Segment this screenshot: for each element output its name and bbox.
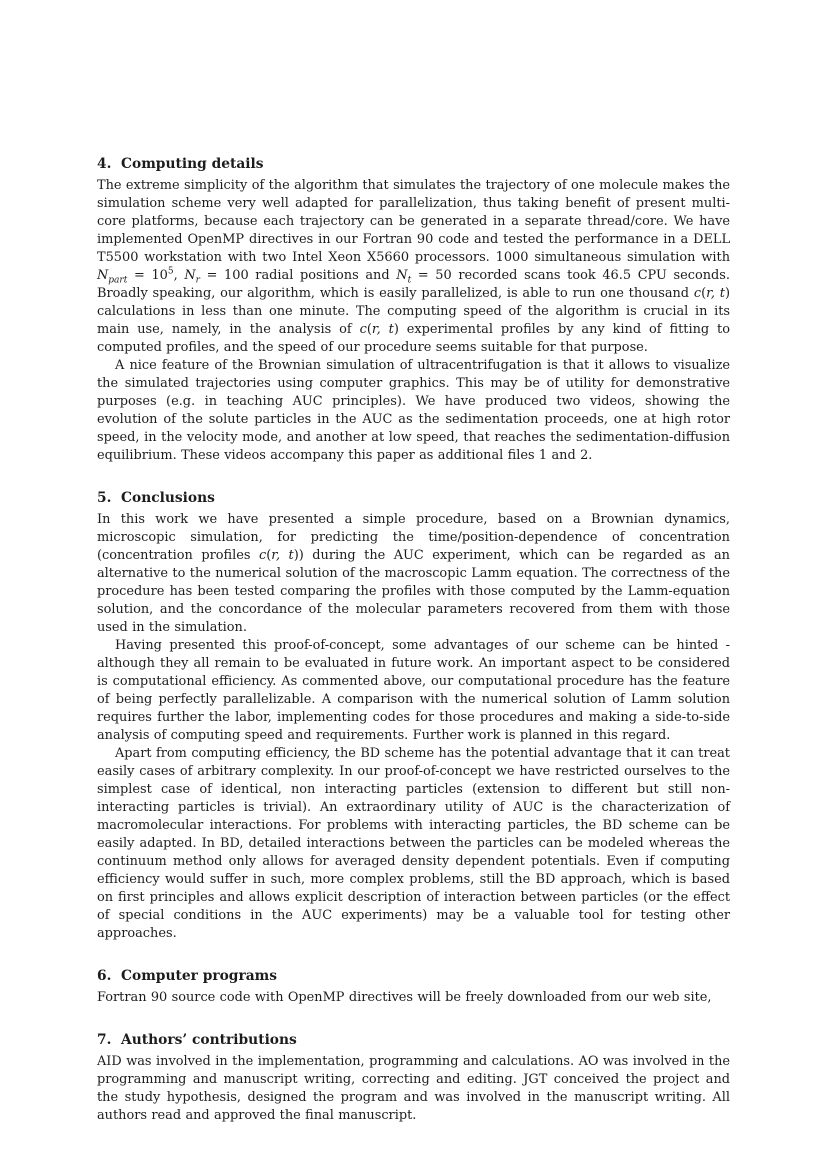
section-heading: 6. Computer programs (97, 968, 278, 984)
paragraph: In this work we have presented a simple procedure, based on a Brownian dynamics, microscopic simulation, for predicting the time/position-dependence of concentration (concentration profiles c(r, t)) during the AUC experiment, which can be regarded as an alternative to the numerical solution of the macroscopic Lamm equation. The correctness of the procedure has been tested comparing the profiles with those computed by the Lamm-equation solution, and the concordance of the molecular parameters recovered from them with those used in the simulation. (97, 512, 730, 635)
page-content (97, 155, 730, 1125)
paragraph: AID was involved in the implementation, programming and calculations. AO was involved in the programming and manuscript writing, correcting and editing. JGT conceived the project and the study hypothesis, designed the program and was involved in the manuscript writing. All authors read and approved the final manuscript. (97, 1054, 730, 1123)
paragraph: A nice feature of the Brownian simulation of ultracentrifugation is that it allows to visualize the simulated trajectories using computer graphics. This may be of utility for demonstrative purposes (e.g. in teaching AUC principles). We have produced two videos, showing the evolution of the solute particles in the AUC as the sedimentation proceeds, one at high rotor speed, in the velocity mode, and another at low speed, that reaches the sedimentation-diffusion equilibrium. These videos accompany this paper as additional files 1 and 2. (97, 358, 730, 463)
paragraph: The extreme simplicity of the algorithm that simulates the trajectory of one molecule makes the simulation scheme very well adapted for parallelization, thus taking benefit of present multi-core platforms, because each trajectory can be generated in a separate thread/core. We have implemented OpenMP directives in our Fortran 90 code and tested the performance in a DELL T5500 workstation with two Intel Xeon X5660 processors. 1000 simultaneous simulation with $N_{part} = 10^5$, $N_r = 100$ radial positions and $N_t = 50$ recorded scans took 46.5 CPU seconds. Broadly speaking, our algorithm, which is easily parallelized, is able to run one thousand c(r, t) calculations in less than one minute. The computing speed of the algorithm is crucial in its main use, namely, in the analysis of c(r, t) experimental profiles by any kind of fitting to computed profiles, and the speed of our procedure seems suitable for that purpose. (97, 178, 731, 355)
section-computing-details (97, 155, 730, 465)
section-conclusions (97, 489, 730, 943)
section-heading: 7. Authors’ contributions (97, 1032, 297, 1048)
section-computer-programs (97, 967, 730, 1007)
section-authors-contributions (97, 1031, 730, 1125)
paragraph: Fortran 90 source code with OpenMP directives will be freely downloaded from our web site, (97, 990, 712, 1005)
paragraph: Apart from computing efficiency, the BD scheme has the potential advantage that it can treat easily cases of arbitrary complexity. In our proof-of-concept we have restricted ourselves to the simplest case of identical, non interacting particles (extension to different but still non-interacting particles is trivial). An extraordinary utility of AUC is the characterization of macromolecular interactions. For problems with interacting particles, the BD scheme can be easily adapted. In BD, detailed interactions between the particles can be modeled whereas the continuum method only allows for averaged density dependent potentials. Even if computing efficiency would suffer in such, more complex problems, still the BD approach, which is based on first principles and allows explicit description of interaction between particles (or the effect of special conditions in the AUC experiments) may be a valuable tool for testing other approaches. (97, 746, 730, 941)
paragraph: Having presented this proof-of-concept, some advantages of our scheme can be hinted - although they all remain to be evaluated in future work. An important aspect to be considered is computational efficiency. As commented above, our computational procedure has the feature of being perfectly parallelizable. A comparison with the numerical solution of Lamm solution requires further the labor, implementing codes for those procedures and making a side-to-side analysis of computing speed and requirements. Further work is planned in this regard. (97, 638, 730, 743)
section-heading: 4. Computing details (97, 156, 264, 172)
section-heading: 5. Conclusions (97, 490, 215, 506)
